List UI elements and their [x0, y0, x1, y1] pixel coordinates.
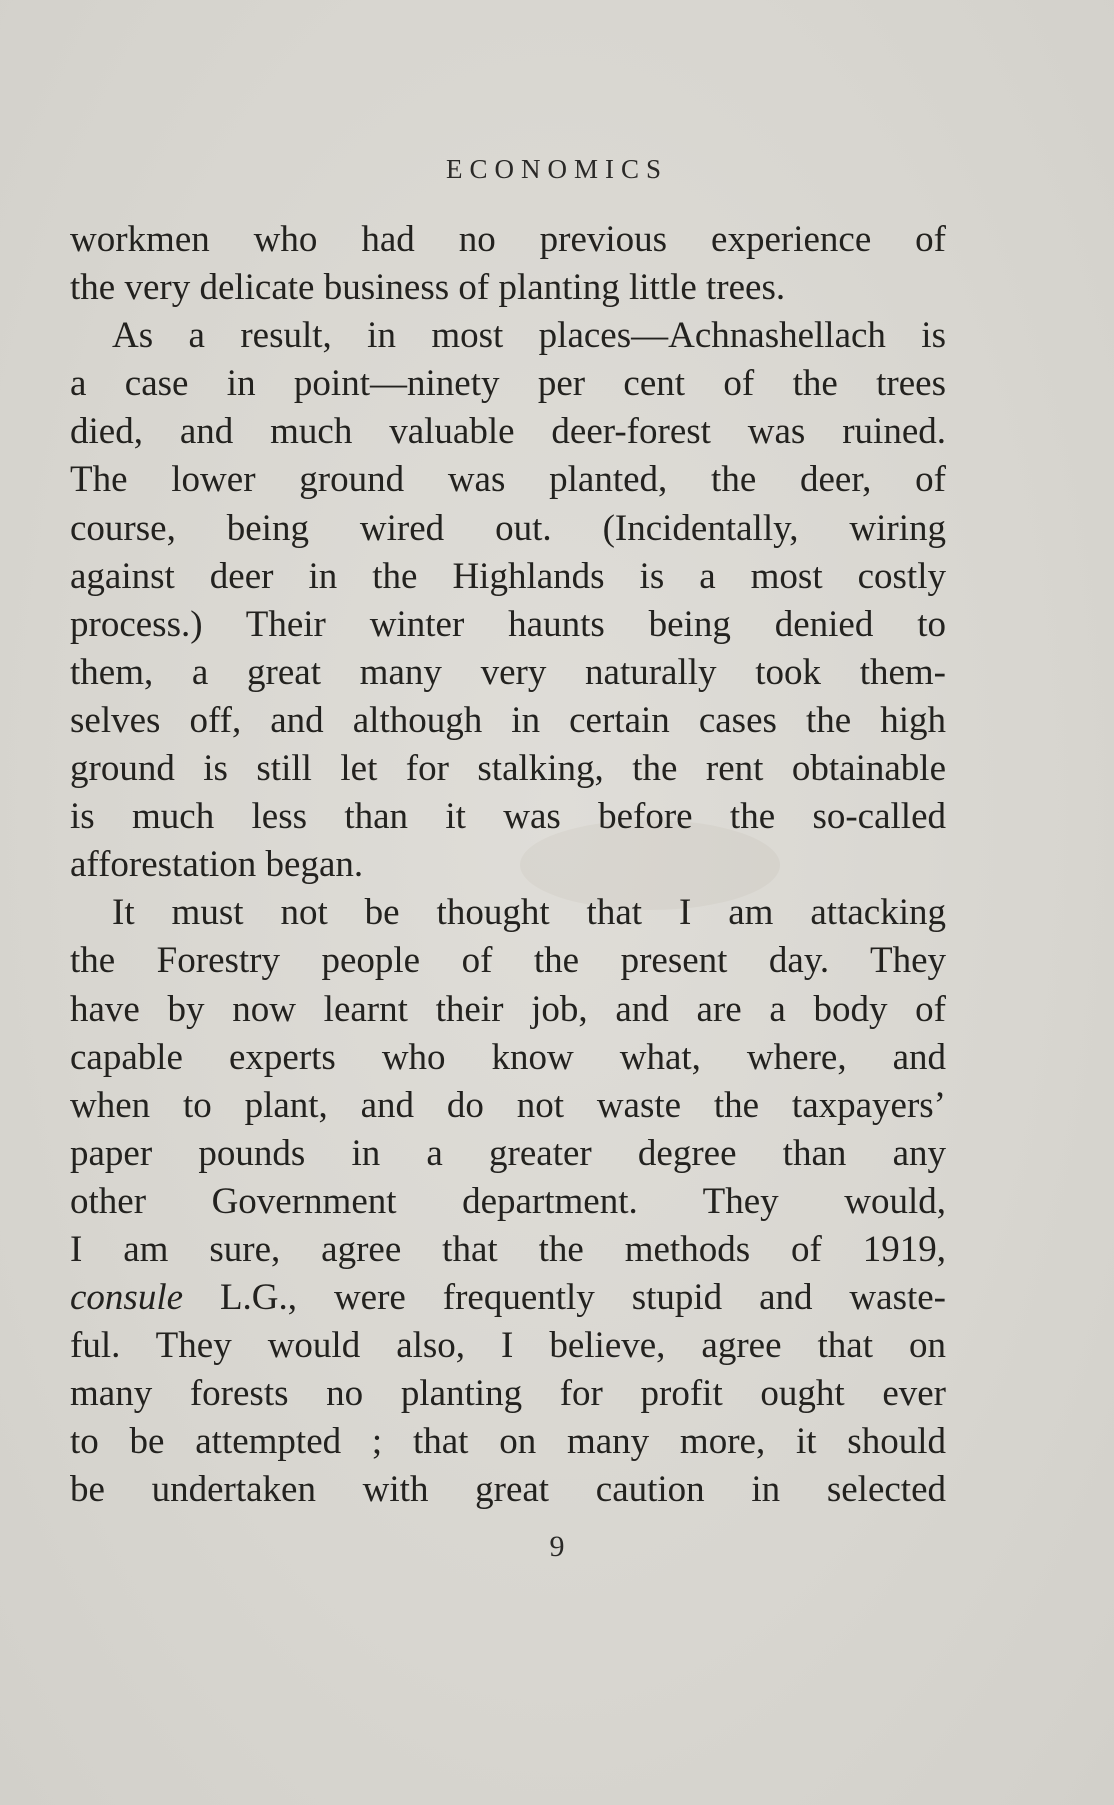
text-line: to be attempted ; that on many more, it should: [70, 1421, 946, 1463]
text-line: is much less than it was before the so-called: [70, 796, 946, 838]
text-line: The lower ground was planted, the deer, of: [70, 459, 946, 501]
text-line: against deer in the Highlands is a most costly: [70, 555, 946, 597]
text-line: It must not be thought that I am attacking: [112, 892, 946, 934]
italic-word: consule: [70, 1277, 184, 1319]
text-line: the very delicate business of planting little trees.: [70, 267, 786, 309]
text-line: died, and much valuable deer-forest was ruined.: [70, 411, 946, 453]
text-line: the Forestry people of the present day. They: [70, 940, 946, 982]
text-fragment: L.G., were frequently stupid and waste-: [219, 1277, 946, 1319]
text-line-with-italic: [70, 1274, 946, 1322]
text-line: As a result, in most places—Achnashellach is: [112, 315, 946, 357]
page-number: 9: [549, 1530, 565, 1563]
text-line: paper pounds in a greater degree than any: [70, 1132, 946, 1174]
body-text: [70, 216, 946, 1515]
text-line: selves off, and although in certain cases the high: [70, 699, 946, 741]
text-line: ful. They would also, I believe, agree that on: [70, 1325, 946, 1367]
text-line: be undertaken with great caution in selected: [70, 1469, 946, 1511]
text-line: them, a great many very naturally took them-: [70, 651, 946, 693]
text-line: process.) Their winter haunts being denied to: [70, 603, 946, 645]
text-line: other Government department. They would,: [70, 1180, 946, 1222]
text-line: workmen who had no previous experience of: [70, 219, 946, 260]
running-header: ECONOMICS: [445, 154, 669, 184]
text-line: capable experts who know what, where, and: [70, 1036, 946, 1078]
text-line: course, being wired out. (Incidentally, wiring: [70, 507, 946, 549]
text-line: a case in point—ninety per cent of the trees: [70, 363, 946, 405]
text-line: I am sure, agree that the methods of 1919,: [70, 1228, 946, 1270]
text-line: many forests no planting for profit ought ever: [70, 1373, 946, 1415]
text-line: ground is still let for stalking, the rent obtainable: [70, 748, 946, 790]
text-line: when to plant, and do not waste the taxpayers’: [70, 1084, 946, 1126]
text-line: have by now learnt their job, and are a body of: [70, 988, 946, 1030]
text-line: afforestation began.: [70, 844, 364, 886]
